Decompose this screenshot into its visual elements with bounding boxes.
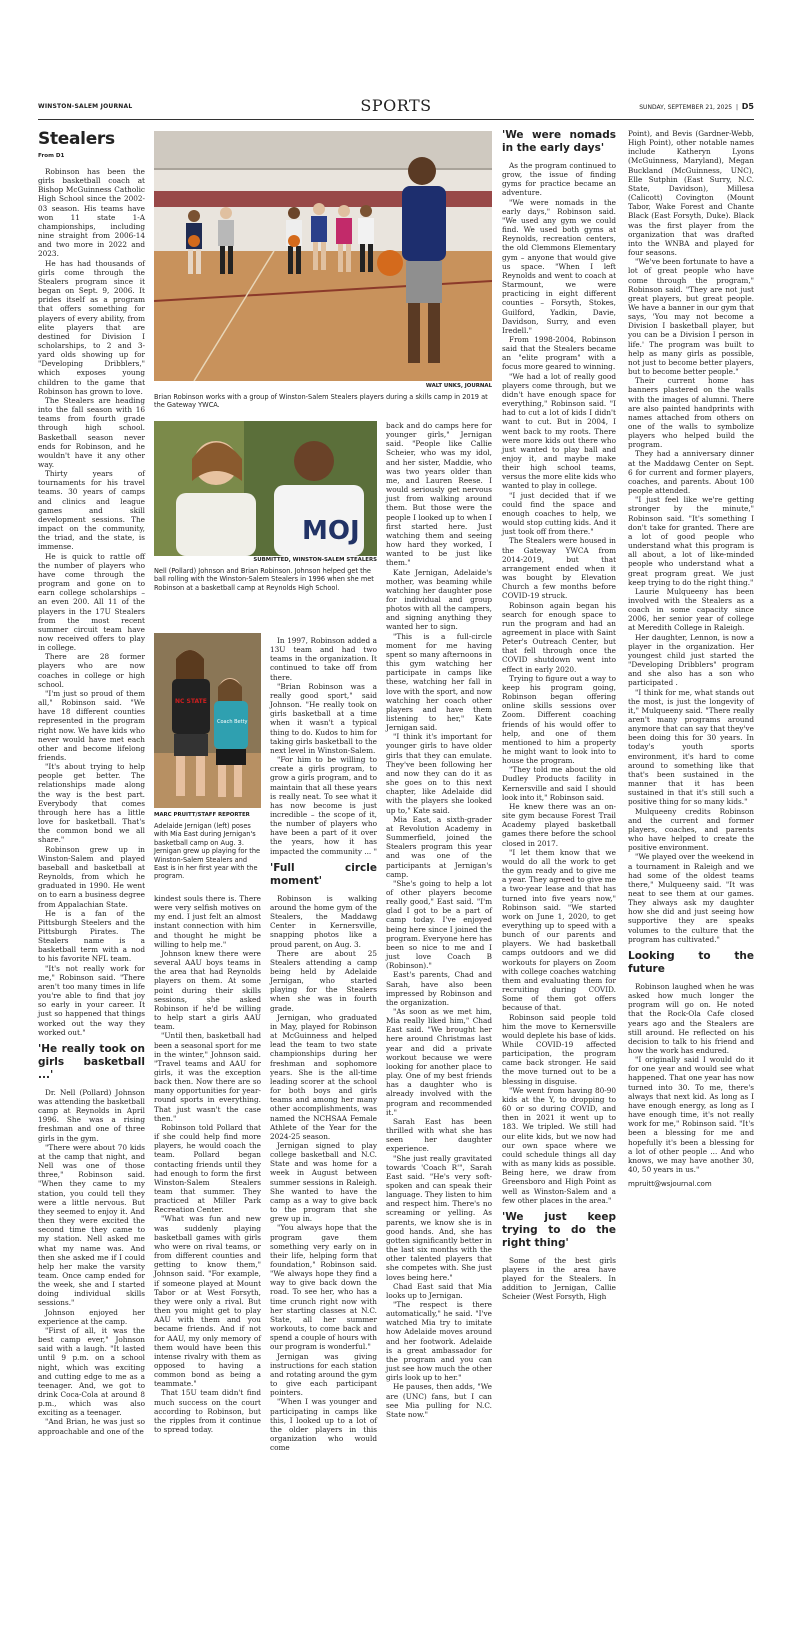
paragraph: "We went from having 80-90 kids at the Y, to dropping to 60 or so during COVID, and then in 2021 it went up to 183. We tripled. We still had our elite kids, but we now had our own space where we could schedule things all day with as many kids as possible. Being here, we draw from Greensboro and High Point as well as Winston-Salem and a few other places in the area.": [502, 1085, 616, 1205]
paragraph: "There were about 70 kids at the camp that night, and Nell was one of those three," Robinson said. "When they came to my station, you could tell they were a little nervous. But they seemed to enjoy it. And then they were excited the second time they came to my station. Nell asked me what my name was. And then she asked me if I could help her make the varsity team. Once camp ended for the week, she and I started doing individual skills sessions.": [38, 1142, 145, 1308]
paragraph: Johnson knew there were several AAU boys teams in the area that had Reynolds players on them. At some point during their skills sessions, she asked Robinson if he'd be willing to help start a girls AAU team.: [154, 948, 261, 1032]
photo-caption: Adelaide Jernigan (left) poses with Mia East during Jernigan's basketball camp on Aug. 3. Jernigan grew up playing for the Winston-Salem Stealers and East is in her first year with the program.: [154, 822, 261, 881]
paragraph: "The respect is there automatically," he said. "I've watched Mia try to imitate how Adelaide moves around and her footwork. Adelaide is a great ambassador for the program and you can just see how much the other girls look up to her.": [386, 1300, 492, 1383]
jump-line: From D1: [38, 153, 65, 159]
page-header: [38, 97, 754, 119]
paragraph: "We were nomads in the early days," Robinson said. "We used any gym we could find. We used both gyms at Reynolds, recreation centers, the old Clemmons Elementary gym – anyone that would give us space. "When I left Reynolds and went to coach at Starmount, we were practicing in eight different counties – Forsyth, Stokes, Guilford, Yadkin, Davie, Davidson, Surry, and even Iredell.": [502, 197, 616, 335]
paragraph: "I just decided that if we could find the space and enough coaches to help, we would stop cutting kids. And it just took off from there.": [502, 490, 616, 537]
shirt-lettering-right: Coach Betty: [217, 719, 248, 725]
page-number: D5: [741, 102, 754, 111]
robinson-head: [294, 441, 334, 481]
publication-name: WINSTON-SALEM JOURNAL: [38, 103, 133, 110]
headline: Stealers: [38, 129, 115, 149]
paragraph: That 15U team didn't find much success on the court according to Robinson, but the ripples from it continue to spread today.: [154, 1388, 261, 1435]
paragraph: "I originally said I would do it for one year and would see what happened. That one year has now turned into 30. To me, there's always that next kid. As long as I have enough energy, as long as I have enough time, it's not really work for me," Robinson said. "It's been a blessing for me and hopefully it's been a blessing for a lot of other people ... And who knows, we may have another 30, 40, 50 years in us.": [628, 1055, 754, 1175]
paragraph: Sarah East has been thrilled with what she has seen her daughter experience.: [386, 1116, 492, 1154]
shirt-lettering-left: NC STATE: [175, 698, 207, 705]
paragraph: Point), and Bevis (Gardner-Webb, High Point), other notable names include Katheryn Lyons (McGuinness, Maryland), Megan Buckland (McGuinness, UNC), Elle Sutphin (East Surry, N.C. State, Davidson), Millesa (Calicott) Covington (Mount Tabor, Wake Forest and Chante Black (East Forsyth, Duke). Black was the first player from the organization that was drafted into the WNBA and played for four seasons.: [628, 129, 754, 258]
subhead: Looking to the future: [628, 949, 754, 975]
column-2: [154, 894, 261, 1434]
paragraph: "We had a lot of really good players come through, but we didn't have enough space for everything," Robinson said. "I had to cut a lot of kids I didn't want to cut. But in 2004, I went back to my roots. There were more kids out there who just wanted to play ball and enjoy it, and maybe make their high school teams, versus the more elite kids who wanted to play in college.: [502, 371, 616, 491]
paragraph: They had a anniversary dinner at the Maddawg Center on Sept. 6 for current and former players, coaches, and parents. About 100 people attended.: [628, 449, 754, 496]
paragraph: Robinson laughed when he was asked how much longer the program will go on. He noted that the Rock-Ola Cafe closed years ago and the Stealers are still around. He reflected on his decision to talk to his friend and how the work has endured.: [628, 981, 754, 1055]
subhead: 'Full circle moment': [270, 861, 377, 887]
photo-caption: Brian Robinson works with a group of Winston-Salem Stealers players during a skills camp in 2019 at the Gateway YWCA.: [154, 393, 488, 410]
paragraph: back and do camps here for younger girls," Jernigan said. "People like Callie Scheier, who was my idol, and her sister, Maddie, who was two years older than me, and Lauren Reese. I would seriously get nervous just from walking around them. But those were the people I looked up to when I first started here. Just watching them and seeing how hard they worked, I wanted to be just like them.": [386, 421, 492, 568]
paragraph: Jernigan was giving instructions for each station and rotating around the gym to give each participant pointers.: [270, 1351, 377, 1398]
paragraph: "Brian Robinson was a really good sport," said Johnson. "He really took on girls basketball at a time when it wasn't a typical thing to do. Kudos to him for taking girls basketball to the next level in Winston-Salem.: [270, 681, 377, 755]
paragraph: Chad East said that Mia looks up to Jernigan.: [386, 1281, 492, 1300]
gym-windows: [154, 131, 492, 169]
paragraph: "We played over the weekend in a tournament in Raleigh and we had some of the oldest teams there," Mulqueeny said. "It was neat to see them at our games. They always ask my daughter how she did and just seeing how supportive they are speaks volumes to the culture that the program has cultivated.": [628, 852, 754, 944]
section-name: SPORTS: [360, 96, 432, 115]
photo-credit: WALT UNKS, JOURNAL: [425, 383, 492, 389]
photo-jernigan-east: [154, 633, 261, 808]
paragraph: Dr. Nell (Pollard) Johnson was attending the basketball camp at Reynolds in April 1996. She was a rising freshman and one of three girls in the gym.: [38, 1087, 145, 1143]
subhead: 'He really took on girls basketball ...': [38, 1042, 145, 1081]
paragraph: "I'm just so proud of them all," Robinson said. "We have 18 different counties represented in the program right now. We have kids who never would have met each other and become lifelong friends.: [38, 688, 145, 762]
paragraph: Thirty years of tournaments for his travel teams. 30 years of camps and clinics and league games and skill development sessions. The impact on the community, the triad, and the state, is immense.: [38, 469, 145, 552]
subhead: 'We just keep trying to do the right thing': [502, 1210, 616, 1249]
paragraph: Mulqueeny credits Robinson and the current and former players, coaches, and parents who have helped to create the positive environment.: [628, 806, 754, 853]
paragraph: "I think it's important for younger girls to have older girls that they can emulate. They've been following her and now they can do it as she goes on to this next chapter, like Adelaide did with the players she looked up to," Kate said.: [386, 732, 492, 815]
paragraph: "I think for me, what stands out the most, is just the longevity of it," Mulqueeny said. "There really aren't many programs around anymore that can say that they've been doing this for 30 years. In today's youth sports environment, it's hard to come around to something like that that's been sustained in the manner that it has been sustained in that it's still such a positive thing for so many kids.": [628, 687, 754, 807]
photo-johnson-robinson-art: [154, 421, 377, 556]
paragraph: "And Brian, he was just so approachable and one of the: [38, 1417, 145, 1436]
paragraph: "For him to be willing to create a girls program, to grow a girls program, and to maintain that all these years is really neat. To see what it has now become is just incredible – the scope of it, the number of players who have been a part of it over the years, how it has impacted the community ... ": [270, 755, 377, 856]
paragraph: "I let them know that we would do all the work to get the gym ready and to give me a year. They agreed to give me a two-year lease and that has turned into five years now," Robinson said. "We started work on June 1, 2020, to get everything up to speed with a bunch of our parents and players. We had basketball camps outdoors and we did workouts for players on Zoom with college coaches watching them and evaluating them for recruiting during COVID. Some of them got offers because of that.: [502, 847, 616, 1013]
photo-credit: SUBMITTED, WINSTON-SALEM STEALERS: [253, 557, 377, 563]
paragraph: Robinson grew up in Winston-Salem and played baseball and basketball at Reynolds, from which he graduated in 1990. He went on to earn a business degree from Appalachian State.: [38, 844, 145, 909]
photo-credit: MARC PRUITT/STAFF REPORTER: [154, 812, 250, 818]
photo-caption: Nell (Pollard) Johnson and Brian Robinson. Johnson helped get the ball rolling with the Winston-Salem Stealers in 1996 when she met Robinson at a basketball camp at Reynolds High School.: [154, 567, 374, 592]
shirt-lettering: MOJ: [302, 516, 360, 546]
paragraph: Robinson told Pollard that if she could help find more players, he would coach the team. Pollard began contacting friends until they had enough to form the first Winston-Salem Stealers team that summer. They practiced at Miller Park Recreation Center.: [154, 1122, 261, 1215]
paragraph: He is quick to rattle off the number of players who have come through the program and gone on to earn college scholarships – an even 200. All 11 of the players in the 17U Stealers from the most recent summer circuit team have now received offers to play in college.: [38, 551, 145, 653]
paragraph: From 1998-2004, Robinson said that the Stealers became an "elite program" with a focus more geared to winning.: [502, 334, 616, 372]
photo-gym-camp-art: [154, 131, 492, 381]
paragraph: "It's not really work for me," Robinson said. "There aren't too many times in life you're able to find that joy so early in your career. It just so happened that things worked out the way they worked out.": [38, 963, 145, 1037]
paragraph: Trying to figure out a way to keep his program going, Robinson began offering online skills sessions over Zoom. Different coaching friends of his would offer to help, and one of them mentioned to him a property he might want to look into to house the program.: [502, 673, 616, 766]
paragraph: Some of the best girls players in the area have played for the Stealers. In addition to Jernigan, Callie Scheier (West Forsyth, High: [502, 1255, 616, 1302]
photo-gym-camp: [154, 131, 492, 381]
paragraph: Robinson is walking around the home gym of the Stealers, the Maddawg Center in Kernersville, snapping photos like a proud parent, on Aug. 3.: [270, 893, 377, 949]
page-dateline: SUNDAY, SEPTEMBER 21, 2025 | D5: [639, 102, 754, 111]
paragraph: "She's going to help a lot of other players become really good," East said. "I'm glad I got to be a part of camp today. I've enjoyed being here since I joined the program. Everyone here has been so nice to me and I just love Coach B (Robinson).": [386, 878, 492, 971]
paragraph: Jernigan signed to play college basketball and N.C. State and was home for a week in August between summer sessions in Raleigh. She wanted to have the camp as a way to give back to the program that she grew up in.: [270, 1140, 377, 1224]
date: SUNDAY, SEPTEMBER 21, 2025: [639, 104, 733, 111]
paragraph: "What was fun and new was suddenly playing basketball games with girls who were on rival teams, or from different counties and getting to know them," Johnson said. "For example, if someone played at Mount Tabor or at West Forsyth, they were only a rival. But then you might get to play AAU with them and you became friends. And if not for AAU, my only memory of them would have been this intense rivalry with them as opposed to having a common bond as being a teammate.": [154, 1214, 261, 1389]
paragraph: He pauses, then adds, "We are (UNC) fans, but I can see Mia pulling for N.C. State now.": [386, 1382, 492, 1419]
paragraph: "As soon as we met him, Mia really liked him," Chad East said. "We brought her here around Christmas last year and did a private workout because we were looking for another place to play. One of my best friends has a daughter who is already involved with the program and recommended it.": [386, 1007, 492, 1117]
paragraph: kindest souls there is. There were very selfish motives on my end. I just felt an almost instant connection with him and thought he might be willing to help me.": [154, 894, 261, 949]
paragraph: Laurie Mulqueeny has been involved with the Stealers as a coach in some capacity since 2006, her senior year of college at Meredith College in Raleigh.: [628, 586, 754, 633]
column-3: [270, 636, 377, 1452]
paragraph: Robinson again began his search for enough space to run the program and had an agreement in place with Saint Peter's Outreach Center, but that fell through once the COVID shutdown went into effect in early 2020.: [502, 600, 616, 674]
paragraph: "When I was younger and participating in camps like this, I looked up to a lot of the older players in this organization who would come: [270, 1397, 377, 1453]
subhead: 'We were nomads in the early days': [502, 129, 616, 154]
paragraph: As the program continued to grow, the issue of finding gyms for practice became an adventure.: [502, 161, 616, 198]
paragraph: "It's about trying to help people get better. The relationships made along the way is the best part. Everybody that comes through here has a little love for basketball. That's the common bond we all share.": [38, 762, 145, 845]
paragraph: "They told me about the old Dudley Products facility in Kernersville and said I should look into it," Robinson said.: [502, 765, 616, 802]
author-email: mpruitt@wsjournal.com: [628, 1180, 712, 1189]
column-4: [386, 421, 492, 1419]
paragraph: There are 28 former players who are now coaches in college or high school.: [38, 652, 145, 689]
paragraph: Jernigan, who graduated in May, played for Robinson at McGuinness and helped lead the team to two state championships during her freshman and sophomore years. She is the all-time leading scorer at the school for both boys and girls teams and among her many other accomplishments, was named the NCHSAA Female Athlete of the Year for the 2024-25 season.: [270, 1012, 377, 1141]
header-rule: [38, 119, 754, 120]
column-6: [628, 129, 754, 1188]
paragraph: There are about 25 Stealers attending a camp being held by Adelaide Jernigan, who started playing for the Stealers when she was in fourth grade.: [270, 948, 377, 1013]
paragraph: "We've been fortunate to have a lot of great people who have come through the program," Robinson said. "They are not just great players, but great people. We have a banner in our gym that says, 'You may not become a Division I basketball player, but you can be a Division I person in life.' The program was built to help as many girls as possible, not just to become better players, but to become better people.": [628, 257, 754, 377]
paragraph: The Stealers are heading into the fall season with 16 teams from fourth grade through high school. Basketball season never ends for Robinson, and he wouldn't have it any other way.: [38, 395, 145, 469]
column-5: [502, 129, 616, 1302]
photo-johnson-robinson: [154, 421, 377, 556]
paragraph: Kate Jernigan, Adelaide's mother, was beaming while watching her daughter pose for individual and group photos with all the campers, and signing anything they wanted her to sign.: [386, 567, 492, 632]
paragraph: Johnson enjoyed her experience at the camp.: [38, 1307, 145, 1326]
paragraph: He has had thousands of girls come through the Stealers program since it began on Sept. 9, 2006. It prides itself as a program that offers something for players of every ability, from elite players that are destined for Division I scholarships, to 2 and 3-yard olds showing up for "Developing Dribblers," which exposes young children to the game that Robinson has grown to love.: [38, 258, 145, 396]
paragraph: Their current home has banners plastered on the walls with the images of alumni. There are also painted handprints with names attached from others on one of the walls to symbolize players who helped build the program.: [628, 376, 754, 450]
paragraph: In 1997, Robinson added a 13U team and had two teams in the organization. It continued to take off from there.: [270, 636, 377, 682]
paragraph: He knew there was an on-site gym because Forest Trail Academy played basketball games there before the school closed in 2017.: [502, 801, 616, 848]
paragraph: Mia East, a sixth-grader at Revolution Academy in Summerfield, joined the Stealers program this year and was one of the participants at Jernigan's camp.: [386, 814, 492, 879]
paragraph: "First of all, it was the best camp ever," Johnson said with a laugh. "It lasted until 9 p.m. on a school night, which was exciting and cutting edge to me as a teenager. And, we got to drink Coca-Cola at around 8 p.m., which was also exciting as a teenager.: [38, 1325, 145, 1418]
johnson-shirt: [176, 493, 256, 556]
paragraph: Robinson has been the girls basketball coach at Bishop McGuinness Catholic High School since the 2002-03 season. His teams have won 11 state 1-A championships, including nine straight from 2006-14 and two more in 2022 and 2023.: [38, 167, 145, 259]
paragraph: East's parents, Chad and Sarah, have also been impressed by Robinson and the organization.: [386, 970, 492, 1007]
paragraph: The Stealers were housed in the Gateway YWCA from 2014-2019, but that arrangement ended when it was bought by Elevation Church a few months before COVID-19 struck.: [502, 536, 616, 601]
paragraph: Her daughter, Lennon, is now a player in the organization. Her youngest child just started the "Developing Dribblers" program and she also has a son who participated .: [628, 632, 754, 688]
paragraph: "She just really gravitated towards 'Coach R'", Sarah East said. "He's very soft-spoken and can speak their language. They listen to him and respect him. There's no screaming or yelling. As parents, we know she is in good hands. And, she has gotten significantly better in the last six months with the other talented players that she competes with. She just loves being here.": [386, 1153, 492, 1282]
paragraph: Robinson said people told him the move to Kernersville would deplete his base of kids. While COVID-19 affected participation, the program came back stronger. He said the move turned out to be a blessing in disguise.: [502, 1012, 616, 1086]
paragraph: "I just feel like we're getting stronger by the minute," Robinson said. "It's something I don't take for granted. There are a lot of good people who understand what this program is all about, a lot of like-minded people who understand what a great program great. We just keep trying to do the right thing.": [628, 495, 754, 587]
photo-jernigan-east-art: [154, 633, 261, 808]
paragraph: "You always hope that the program gave them something very early on in their life, helping form that foundation," Robinson said. "We always hope they find a way to give back down the road. To see her, who has a time crunch right now with her starting classes at N.C. State, all her summer workouts, to come back and spend a couple of hours with our program is wonderful.": [270, 1223, 377, 1352]
paragraph: He is a fan of the Pittsburgh Steelers and the Pittsburgh Pirates. The Stealers name is a basketball term with a nod to his favorite NFL team.: [38, 908, 145, 964]
paragraph: "This is a full-circle moment for me having spent so many afternoons in this gym watching her participate in camps like these, watching her fall in love with the sport, and now watching her coach other players and have them listening to her," Kate Jernigan said.: [386, 631, 492, 733]
column-1: [38, 129, 145, 1436]
paragraph: "Until then, basketball had been a seasonal sport for me in the winter," Johnson said. "Travel teams and AAU for girls, it was the exception back then. Now there are so many opportunities for year-round sports in everything. That just wasn't the case then.": [154, 1031, 261, 1123]
